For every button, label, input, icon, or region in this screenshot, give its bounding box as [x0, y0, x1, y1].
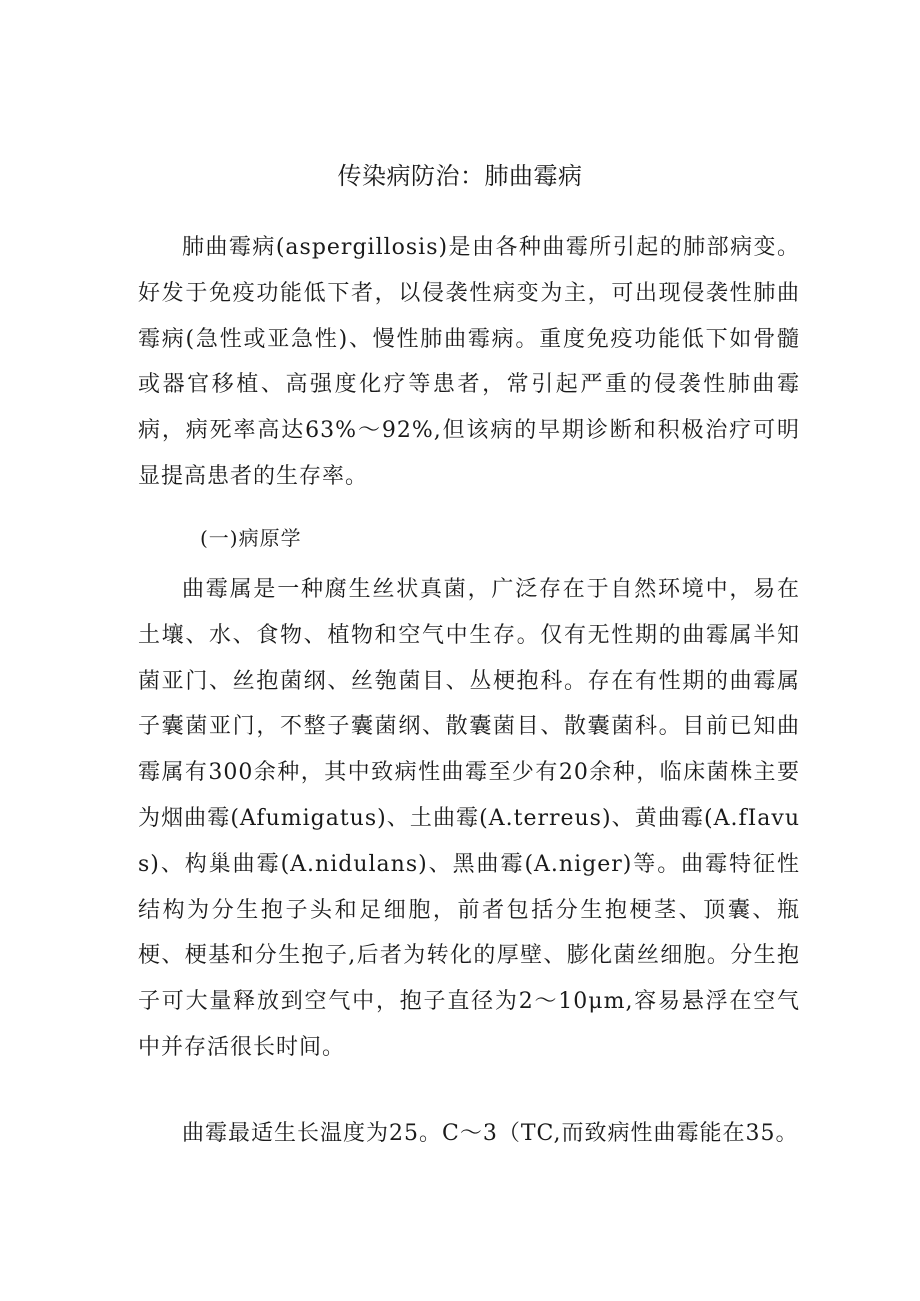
intro-paragraph: 肺曲霉病(aspergillosis)是由各种曲霉所引起的肺部病变。好发于免疫功能低下者，以侵袭性病变为主，可出现侵袭性肺曲霉病(急性或亚急性)、慢性肺曲霉病。重度免疫功能低下如骨髓或器官移植、高强度化疗等患者，常引起严重的侵袭性肺曲霉病，病死率高达63%～92%,但该病的早期诊断和积极治疗可明显提高患者的生存率。	[138, 235, 800, 489]
temperature-paragraph: 曲霉最适生长温度为25。C～3（TC,而致病性曲霉能在35。	[182, 1121, 799, 1146]
etiology-paragraph: 曲霉属是一种腐生丝状真菌，广泛存在于自然环境中，易在土壤、水、食物、植物和空气中生存。仅有无性期的曲霉属半知菌亚门、丝抱菌纲、丝匏菌目、丛梗抱科。存在有性期的曲霉属子囊菌亚门，不整子囊菌纲、散囊菌目、散囊菌科。目前已知曲霉属有300余种，其中致病性曲霉至少有20余种，临床菌株主要为烟曲霉(Afumigatus)、土曲霉(A.terreus)、黄曲霉(A.fIavus)、构巢曲霉(A.nidulans)、黑曲霉(A.niger)等。曲霉特征性结构为分生抱子头和足细胞，前者包括分生抱梗茎、顶囊、瓶梗、梗基和分生抱子,后者为转化的厚壁、膨化菌丝细胞。分生抱子可大量释放到空气中，抱子直径为2～10μm,容易悬浮在空气中并存活很长时间。	[138, 577, 800, 1060]
document-title: 传染病防治：肺曲霉病	[337, 162, 583, 190]
section-heading-etiology: (一)病原学	[200, 526, 302, 550]
